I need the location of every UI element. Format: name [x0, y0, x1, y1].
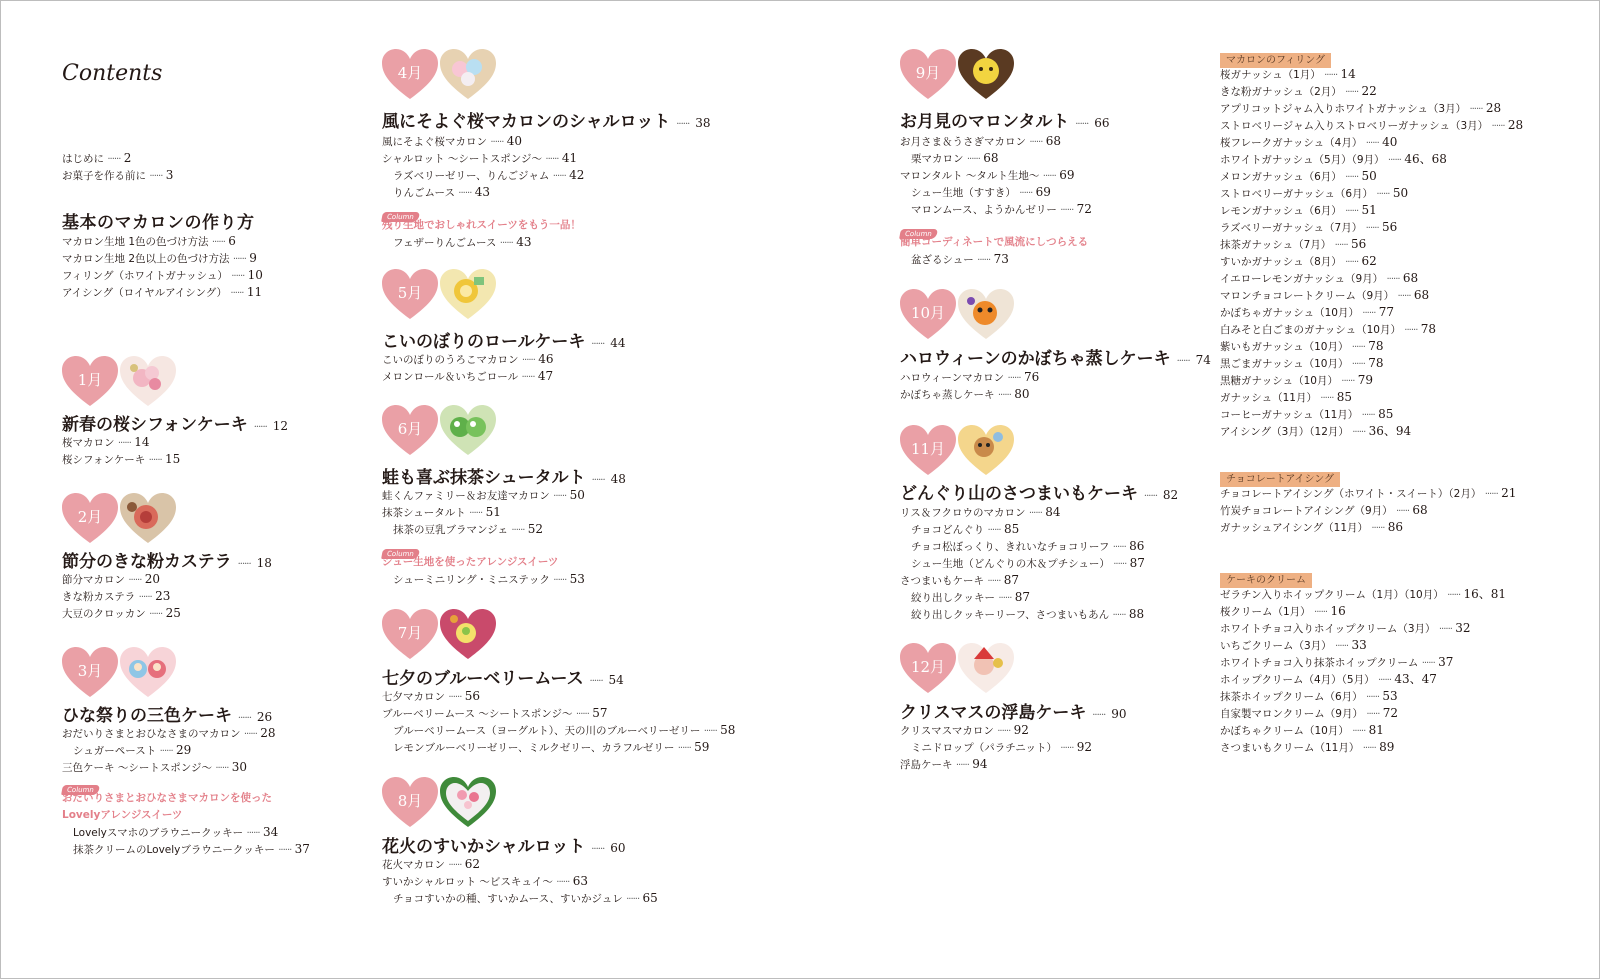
toc-entry[interactable]: ゼラチン入りホイップクリーム（1月）（10月） ······ 16、81 — [1220, 587, 1507, 601]
feature-title-apr[interactable]: 風にそよぐ桜マカロンのシャルロット ······ 38 — [382, 112, 711, 132]
toc-entry[interactable]: シュー生地（すすき） ······ 69 — [911, 185, 1051, 199]
aug-list — [382, 856, 658, 907]
sakura-macaron-photo-icon — [120, 356, 176, 408]
toc-entry[interactable]: おだいりさまとおひなさまのマカロン ······ 28 — [62, 726, 276, 740]
feature-title-may[interactable]: こいのぼりのロールケーキ ······ 44 — [382, 332, 626, 352]
toc-entry[interactable]: 黒ごまガナッシュ（10月） ······ 78 — [1220, 356, 1384, 370]
watermelon-charlotte-photo-icon — [440, 777, 496, 829]
hina-macaron-photo-icon — [120, 647, 176, 699]
toc-entry[interactable]: ブルーベリームース 〜シートスポンジ〜 ······ 57 — [382, 706, 608, 720]
toc-entry[interactable]: Lovelyスマホのブラウニークッキー ······ 34 — [73, 825, 279, 839]
may-list — [382, 351, 554, 385]
jul-list — [382, 688, 735, 756]
month-label: 1月 — [77, 371, 103, 389]
toc-entry[interactable]: 大豆のクロッカン ······ 25 — [62, 606, 181, 620]
toc-entry[interactable]: 栗マカロン ······ 68 — [911, 151, 999, 165]
toc-entry[interactable]: 絞り出しクッキー ······ 87 — [911, 590, 1031, 604]
toc-entry[interactable]: チョコレートアイシング（ホワイト・スイート）（2月） ······ 21 — [1220, 486, 1517, 500]
toc-entry[interactable]: マロンタルト 〜タルト生地〜 ······ 69 — [900, 168, 1075, 182]
feature-title-oct[interactable]: ハロウィーンのかぼちゃ蒸しケーキ ······ 74 — [900, 349, 1211, 369]
toc-entry[interactable]: 竹炭チョコレートアイシング（9月） ······ 68 — [1220, 503, 1428, 517]
toc-entry[interactable]: 三色ケーキ 〜シートスポンジ〜 ······ 30 — [62, 760, 248, 774]
toc-entry[interactable]: りんごムース ······ 43 — [393, 185, 490, 199]
toc-entry[interactable]: 浮島ケーキ ······ 94 — [900, 757, 988, 771]
toc-entry[interactable]: さつまいもクリーム（11月） ······ 89 — [1220, 740, 1395, 754]
toc-entry[interactable]: 絞り出しクッキーリーフ、さつまいもあん ······ 88 — [911, 607, 1145, 621]
month-jan-header — [62, 356, 176, 416]
mar-column-list — [62, 824, 310, 858]
halloween-macaron-photo-icon — [958, 289, 1014, 341]
toc-entry[interactable]: いちごクリーム（3月） ······ 33 — [1220, 638, 1367, 652]
toc-entry[interactable]: シューミニリング・ミニステック ······ 53 — [393, 572, 585, 586]
toc-entry[interactable]: マロンチョコレートクリーム（9月） ······ 68 — [1220, 288, 1430, 302]
feature-title-aug[interactable]: 花火のすいかシャルロット ······ 60 — [382, 837, 626, 857]
toc-entry[interactable]: ガナッシュアイシング（11月） ······ 86 — [1220, 520, 1404, 534]
feature-title-jan[interactable]: 新春の桜シフォンケーキ ······ 12 — [62, 415, 289, 435]
feature-title-jun[interactable]: 蛙も喜ぶ抹茶シュータルト ······ 48 — [382, 468, 626, 488]
month-jun-header — [382, 405, 496, 465]
toc-entry[interactable]: マカロン生地 1色の色づけ方法 ······ 6 — [62, 234, 236, 248]
roll-cake-photo-icon — [440, 269, 496, 321]
column-title[interactable]: 簡単コーディネートで風流にしつらえる — [900, 236, 1089, 248]
toc-entry[interactable]: ラズベリーゼリー、りんごジャム ······ 42 — [393, 168, 585, 182]
toc-entry[interactable]: 抹茶の豆乳ブラマンジェ ······ 52 — [393, 522, 544, 536]
page-title: Contents — [62, 61, 163, 86]
feature-title-jul[interactable]: 七夕のブルーベリームース ······ 54 — [382, 669, 624, 689]
toc-entry[interactable]: 黒糖ガナッシュ（10月） ······ 79 — [1220, 373, 1373, 387]
toc-entry[interactable]: 抹茶クリームのLovelyブラウニークッキー ······ 37 — [73, 842, 310, 856]
toc-entry[interactable]: 盆ざるシュー ······ 73 — [911, 252, 1009, 266]
column-title[interactable]: シュー生地を使ったアレンジスイーツ — [382, 556, 559, 568]
feb-list — [62, 571, 181, 622]
mar-list — [62, 725, 276, 776]
toc-entry[interactable]: クリスマスマカロン ······ 92 — [900, 723, 1029, 737]
column-title[interactable]: 残り生地でおしゃれスイーツをもう一品！ — [382, 219, 581, 231]
toc-entry[interactable]: すいかシャルロット 〜ビスキュイ〜 ······ 63 — [382, 874, 588, 888]
toc-entry[interactable]: チョコすいかの種、すいかムース、すいかジュレ ······ 65 — [393, 891, 658, 905]
category-tag-filling: マカロンのフィリング — [1220, 48, 1331, 68]
toc-entry[interactable]: はじめに ······ 2 — [62, 151, 132, 165]
squirrel-macaron-photo-icon — [958, 425, 1014, 477]
month-oct-header — [900, 289, 1014, 349]
toc-entry[interactable]: ホワイトガナッシュ（5月）（9月） ······ 46、68 — [1220, 152, 1447, 166]
toc-entry[interactable]: コーヒーガナッシュ（11月） ······ 85 — [1220, 407, 1394, 421]
section-title-basic[interactable]: 基本のマカロンの作り方 — [62, 213, 255, 233]
toc-entry[interactable]: 蛙くんファミリー＆お友達マカロン ······ 50 — [382, 488, 585, 502]
toc-entry[interactable]: ストロベリージャム入りストロベリーガナッシュ（3月） ······ 28 — [1220, 118, 1524, 132]
toc-entry[interactable]: チョコ松ぼっくり、きれいなチョコリーフ ······ 86 — [911, 539, 1145, 553]
choco-icing-list — [1220, 485, 1516, 536]
toc-entry[interactable]: 桜マカロン ······ 14 — [62, 435, 150, 449]
toc-entry[interactable]: 白みそと白ごまのガナッシュ（10月） ······ 78 — [1220, 322, 1436, 336]
cake-cream-list — [1220, 586, 1506, 756]
toc-entry[interactable]: シュガーペースト ······ 29 — [73, 743, 192, 757]
setsubun-macaron-photo-icon — [120, 493, 176, 545]
sep-list — [900, 133, 1092, 218]
month-nov-header — [900, 425, 1014, 485]
toc-entry[interactable]: 抹茶ガナッシュ（7月） ······ 56 — [1220, 237, 1367, 251]
month-label: 5月 — [397, 284, 423, 302]
toc-entry[interactable]: ガナッシュ（11月） ······ 85 — [1220, 390, 1352, 404]
category-tag-choco-icing: チョコレートアイシング — [1220, 467, 1340, 487]
toc-entry[interactable]: ミニドロップ（パラチニット） ······ 92 — [911, 740, 1092, 754]
column-title[interactable]: Lovelyアレンジスイーツ — [62, 809, 183, 821]
basic-list — [62, 233, 263, 301]
dec-list — [900, 722, 1092, 773]
oct-list — [900, 369, 1039, 403]
apr-list — [382, 133, 584, 201]
toc-entry[interactable]: 自家製マロンクリーム（9月） ······ 72 — [1220, 706, 1399, 720]
feature-title-dec[interactable]: クリスマスの浮島ケーキ ······ 90 — [900, 703, 1127, 723]
column-badge: Column — [382, 541, 419, 560]
toc-entry[interactable]: 七夕マカロン ······ 56 — [382, 689, 481, 703]
toc-entry[interactable]: レモンガナッシュ（6月） ······ 51 — [1220, 203, 1377, 217]
tanabata-macaron-photo-icon — [440, 609, 496, 661]
charlotte-photo-icon — [440, 49, 496, 101]
month-label: 8月 — [397, 792, 423, 810]
column-badge: Column — [382, 204, 419, 223]
toc-entry[interactable]: ブルーベリームース（ヨーグルト）、天の川のブルーベリーゼリー ······ 58 — [393, 723, 736, 737]
christmas-macaron-photo-icon — [958, 643, 1014, 695]
sep-column-list — [900, 251, 1009, 268]
toc-entry[interactable]: アプリコットジャム入りホワイトガナッシュ（3月） ······ 28 — [1220, 101, 1502, 115]
toc-entry[interactable]: フィリング（ホワイトガナッシュ） ······ 10 — [62, 268, 263, 282]
filling-list — [1220, 66, 1523, 440]
toc-entry[interactable]: チョコどんぐり ······ 85 — [911, 522, 1020, 536]
toc-entry[interactable]: さつまいもケーキ ······ 87 — [900, 573, 1020, 587]
month-label: 9月 — [915, 64, 941, 82]
month-apr-header — [382, 49, 496, 109]
column-title[interactable]: おだいりさまとおひなさまマカロンを使った — [62, 792, 272, 804]
toc-entry[interactable]: レモンブルーベリーゼリー、ミルクゼリー、カラフルゼリー ······ 59 — [393, 740, 710, 754]
toc-entry[interactable]: マカロン生地 2色以上の色づけ方法 ······ 9 — [62, 251, 257, 265]
month-may-header — [382, 269, 496, 329]
feature-title-nov[interactable]: どんぐり山のさつまいもケーキ ······ 82 — [900, 484, 1179, 504]
month-jul-header — [382, 609, 496, 669]
toc-entry[interactable]: お月さま＆うさぎマカロン ······ 68 — [900, 134, 1062, 148]
toc-entry[interactable]: こいのぼりのうろこマカロン ······ 46 — [382, 352, 554, 366]
month-sep-header — [900, 49, 1014, 109]
toc-entry[interactable]: アイシング（ロイヤルアイシング） ······ 11 — [62, 285, 263, 299]
toc-entry[interactable]: きな粉ガナッシュ（2月） ······ 22 — [1220, 84, 1377, 98]
month-label: 4月 — [397, 64, 423, 82]
toc-entry[interactable]: シャルロット 〜シートスポンジ〜 ······ 41 — [382, 151, 578, 165]
month-label: 3月 — [77, 662, 103, 680]
toc-entry[interactable]: ホイップクリーム（4月）（5月） ······ 43、47 — [1220, 672, 1437, 686]
toc-entry[interactable]: ハロウィーンマカロン ······ 76 — [900, 370, 1040, 384]
toc-entry[interactable]: ホワイトチョコ入り抹茶ホイップクリーム ······ 37 — [1220, 655, 1454, 669]
toc-entry[interactable]: 桜クリーム（1月） ······ 16 — [1220, 604, 1346, 618]
toc-entry[interactable]: 桜ガナッシュ（1月） ······ 14 — [1220, 67, 1356, 81]
category-tag-cake-cream: ケーキのクリーム — [1220, 568, 1312, 588]
toc-entry[interactable]: アイシング（3月）（12月） ······ 36、94 — [1220, 424, 1412, 438]
month-dec-header — [900, 643, 1014, 703]
toc-entry[interactable]: お菓子を作る前に ······ 3 — [62, 168, 174, 182]
column-badge: Column — [62, 777, 99, 796]
toc-entry[interactable]: 紫いもガナッシュ（10月） ······ 78 — [1220, 339, 1384, 353]
toc-entry[interactable]: 節分マカロン ······ 20 — [62, 572, 161, 586]
feature-title-mar[interactable]: ひな祭りの三色ケーキ ······ 26 — [62, 706, 273, 726]
month-label: 10月 — [910, 304, 946, 322]
moon-macaron-photo-icon — [958, 49, 1014, 101]
month-mar-header — [62, 647, 176, 707]
toc-entry[interactable]: 抹茶シュータルト ······ 51 — [382, 505, 501, 519]
feature-title-feb[interactable]: 節分のきな粉カステラ ······ 18 — [62, 552, 272, 572]
toc-entry[interactable]: 桜シフォンケーキ ······ 15 — [62, 452, 181, 466]
toc-entry[interactable]: きな粉カステラ ······ 23 — [62, 589, 171, 603]
jun-list — [382, 487, 585, 538]
jan-list — [62, 434, 180, 468]
toc-entry[interactable]: イエローレモンガナッシュ（9月） ······ 68 — [1220, 271, 1419, 285]
month-label: 11月 — [910, 440, 946, 458]
month-feb-header — [62, 493, 176, 553]
toc-entry[interactable]: かぼちゃ蒸しケーキ ······ 80 — [900, 387, 1030, 401]
month-label: 7月 — [397, 624, 423, 642]
toc-entry[interactable]: 桜フレークガナッシュ（4月） ······ 40 — [1220, 135, 1398, 149]
toc-entry[interactable]: かぼちゃガナッシュ（10月） ······ 77 — [1220, 305, 1394, 319]
toc-entry[interactable]: すいかガナッシュ（8月） ······ 62 — [1220, 254, 1377, 268]
feature-title-sep[interactable]: お月見のマロンタルト ······ 66 — [900, 112, 1110, 132]
toc-entry[interactable]: かぼちゃクリーム（10月） ······ 81 — [1220, 723, 1384, 737]
apr-column-list — [382, 234, 531, 251]
toc-entry[interactable]: マロンムース、ようかんゼリー ······ 72 — [911, 202, 1092, 216]
toc-entry[interactable]: フェザーりんごムース ······ 43 — [393, 235, 532, 249]
month-label: 12月 — [910, 658, 946, 676]
toc-entry[interactable]: シュー生地（どんぐりの木＆プチシュー） ······ 87 — [911, 556, 1145, 570]
intro-list — [62, 150, 173, 184]
frog-macaron-photo-icon — [440, 405, 496, 457]
toc-entry[interactable]: ラズベリーガナッシュ（7月） ······ 56 — [1220, 220, 1398, 234]
nov-list — [900, 504, 1145, 623]
toc-entry[interactable]: 抹茶ホイップクリーム（6月） ······ 53 — [1220, 689, 1398, 703]
toc-entry[interactable]: 花火マカロン ······ 62 — [382, 857, 481, 871]
month-label: 6月 — [397, 420, 423, 438]
column-badge: Column — [900, 221, 937, 240]
toc-entry[interactable]: リス＆フクロウのマカロン ······ 84 — [900, 505, 1061, 519]
month-label: 2月 — [77, 508, 103, 526]
toc-entry[interactable]: ホワイトチョコ入りホイップクリーム（3月） ······ 32 — [1220, 621, 1471, 635]
month-aug-header — [382, 777, 496, 837]
toc-entry[interactable]: 風にそよぐ桜マカロン ······ 40 — [382, 134, 523, 148]
toc-entry[interactable]: ストロベリーガナッシュ（6月） ······ 50 — [1220, 186, 1409, 200]
jun-column-list — [382, 571, 585, 588]
toc-entry[interactable]: メロンガナッシュ（6月） ······ 50 — [1220, 169, 1377, 183]
toc-entry[interactable]: メロンロール＆いちごロール ······ 47 — [382, 369, 554, 383]
